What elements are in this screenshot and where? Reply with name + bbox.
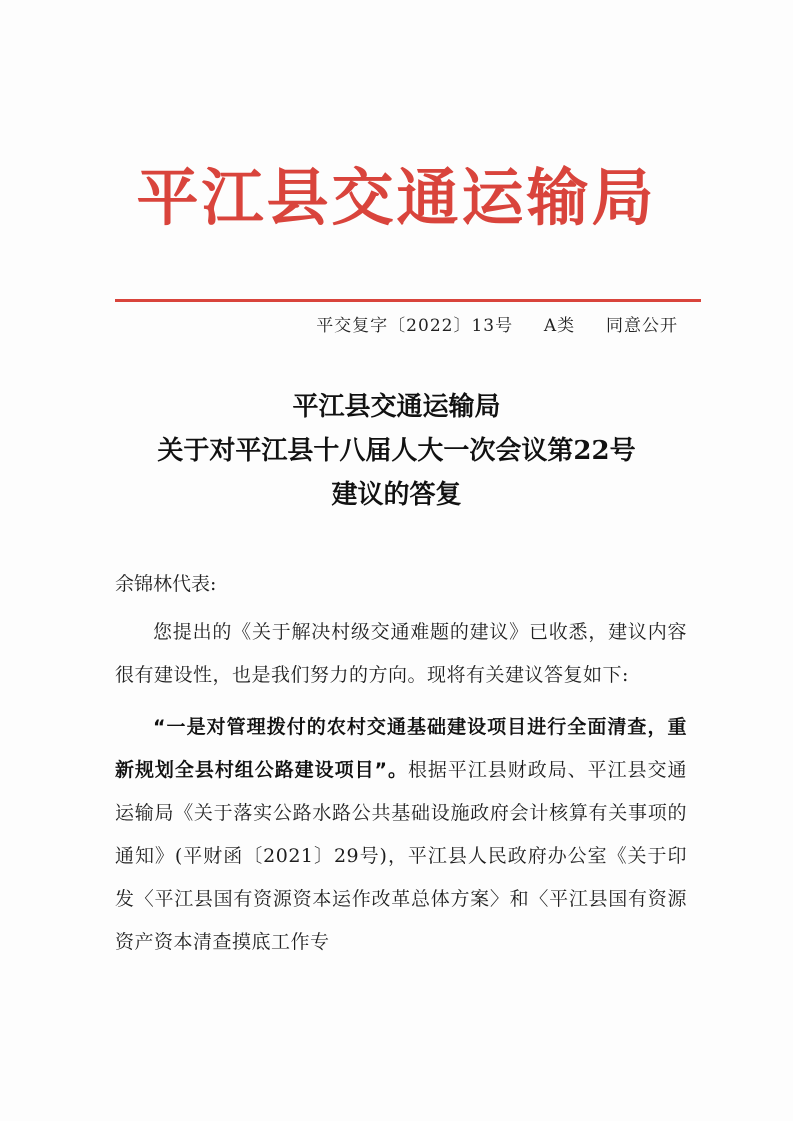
point-one-heading: “一是对管理拨付的农村交通基础建设项目进行全面清查，重新规划全县村组公路建设项目”。 xyxy=(115,716,687,781)
title-line-2: 关于对平江县十八届人大一次会议第22号 xyxy=(157,436,636,466)
disclosure-status: 同意公开 xyxy=(606,316,678,336)
title-line-1: 平江县交通运输局 xyxy=(292,392,501,422)
letterhead-red-rule xyxy=(115,299,701,302)
point-one-text: 根据平江县财政局、平江县交通运输局《关于落实公路水路公共基础设施政府会计核算有关事项的通知》(平财函〔2021〕29号)，平江县人民政府办公室《关于印发〈平江县国有资源资本运作改革总体方案〉和〈平江县国有资源资产资本清查摸底工作专 xyxy=(115,759,687,953)
paragraph-intro: 您提出的《关于解决村级交通难题的建议》已收悉，建议内容很有建设性，也是我们努力的方向。现将有关建议答复如下: xyxy=(115,621,687,686)
document-category: A类 xyxy=(543,316,576,336)
salutation: 余锦林代表: xyxy=(115,573,217,595)
letterhead-org-name: 平江县交通运输局 xyxy=(136,161,657,234)
document-code: 平交复字〔2022〕13号 xyxy=(316,316,514,336)
title-line-3: 建议的答复 xyxy=(331,480,462,510)
document-number-line xyxy=(316,311,678,341)
paragraph-point-one xyxy=(115,706,687,964)
document-title xyxy=(0,385,793,517)
document-body xyxy=(115,563,687,964)
